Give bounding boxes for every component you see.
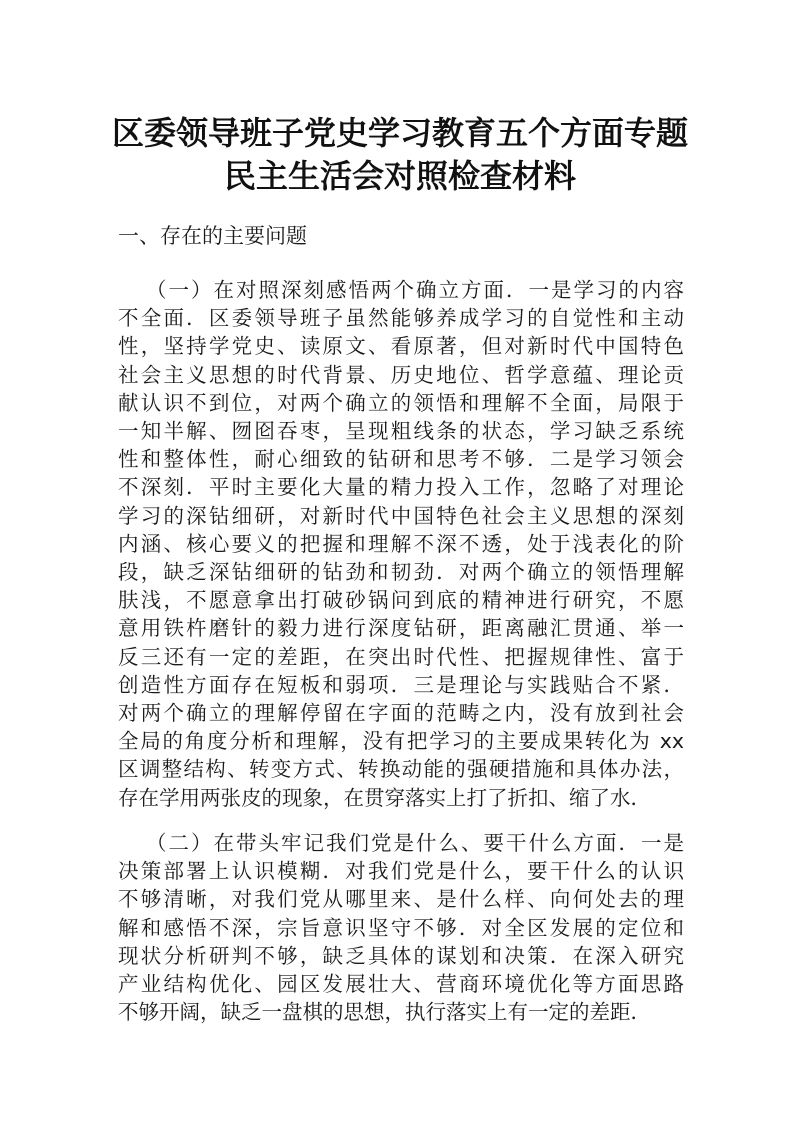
- text-line: 对两个确立的理解停留在字面的范畴之内，没有放到社会: [118, 701, 684, 726]
- text-line: 产业结构优化、园区发展壮大、营商环境优化等方面思路: [118, 972, 684, 997]
- text-line: 一知半解、囫囵吞枣，呈现粗线条的状态，学习缺乏系统: [118, 419, 684, 444]
- text-line: 不够开阔，缺乏一盘棋的思想，执行落实上有一定的差距．: [118, 1000, 651, 1025]
- text-line: 全局的角度分析和理解，没有把学习的主要成果转化为 xx: [118, 729, 684, 754]
- text-line: 段，缺乏深钻细研的钻劲和韧劲．对两个确立的领悟理解: [118, 560, 684, 585]
- text-line: 性，坚持学党史、读原文、看原著，但对新时代中国特色: [118, 334, 684, 359]
- text-line: 学习的深钻细研，对新时代中国特色社会主义思想的深刻: [118, 503, 684, 528]
- text-line: 内涵、核心要义的把握和理解不深不透，处于浅表化的阶: [118, 531, 684, 556]
- text-line: 现状分析研判不够，缺乏具体的谋划和决策．在深入研究: [118, 943, 684, 968]
- text-line: （一）在对照深刻感悟两个确立方面．一是学习的内容: [146, 278, 684, 302]
- section-heading: 一、存在的主要问题: [118, 224, 307, 248]
- text-line: 不够清晰，对我们党从哪里来、是什么样、向何处去的理: [118, 887, 684, 912]
- text-line: 性和整体性，耐心细致的钻研和思考不够．二是学习领会: [118, 447, 684, 472]
- text-line: 肤浅，不愿意拿出打破砂锅问到底的精神进行研究，不愿: [118, 588, 684, 613]
- text-line: 献认识不到位，对两个确立的领悟和理解不全面，局限于: [118, 390, 684, 415]
- text-line: （二）在带头牢记我们党是什么、要干什么方面．一是: [146, 831, 684, 855]
- paragraph: [118, 276, 684, 812]
- text-line: 社会主义思想的时代背景、历史地位、哲学意蕴、理论贡: [118, 362, 684, 387]
- title-line: 民主生活会对照检查材料: [223, 157, 576, 195]
- text-line: 意用铁杵磨针的毅力进行深度钻研，距离融汇贯通、举一: [118, 616, 684, 641]
- text-line: 不全面．区委领导班子虽然能够养成学习的自觉性和主动: [118, 306, 684, 331]
- text-line: 反三还有一定的差距，在突出时代性、把握规律性、富于: [118, 644, 684, 669]
- text-line: 存在学用两张皮的现象，在贯穿落实上打了折扣、缩了水．: [118, 785, 651, 810]
- paragraph: [118, 829, 684, 1026]
- title-line: 区委领导班子党史学习教育五个方面专题: [111, 114, 688, 152]
- text-line: 不深刻．平时主要化大量的精力投入工作，忽略了对理论: [118, 475, 684, 500]
- text-line: 决策部署上认识模糊．对我们党是什么，要干什么的认识: [118, 859, 684, 884]
- text-line: 创造性方面存在短板和弱项．三是理论与实践贴合不紧．: [118, 672, 684, 697]
- document-title: [100, 112, 700, 198]
- text-line: 解和感悟不深，宗旨意识坚守不够．对全区发展的定位和: [118, 915, 684, 940]
- text-line: 区调整结构、转变方式、转换动能的强硬措施和具体办法，: [118, 757, 684, 782]
